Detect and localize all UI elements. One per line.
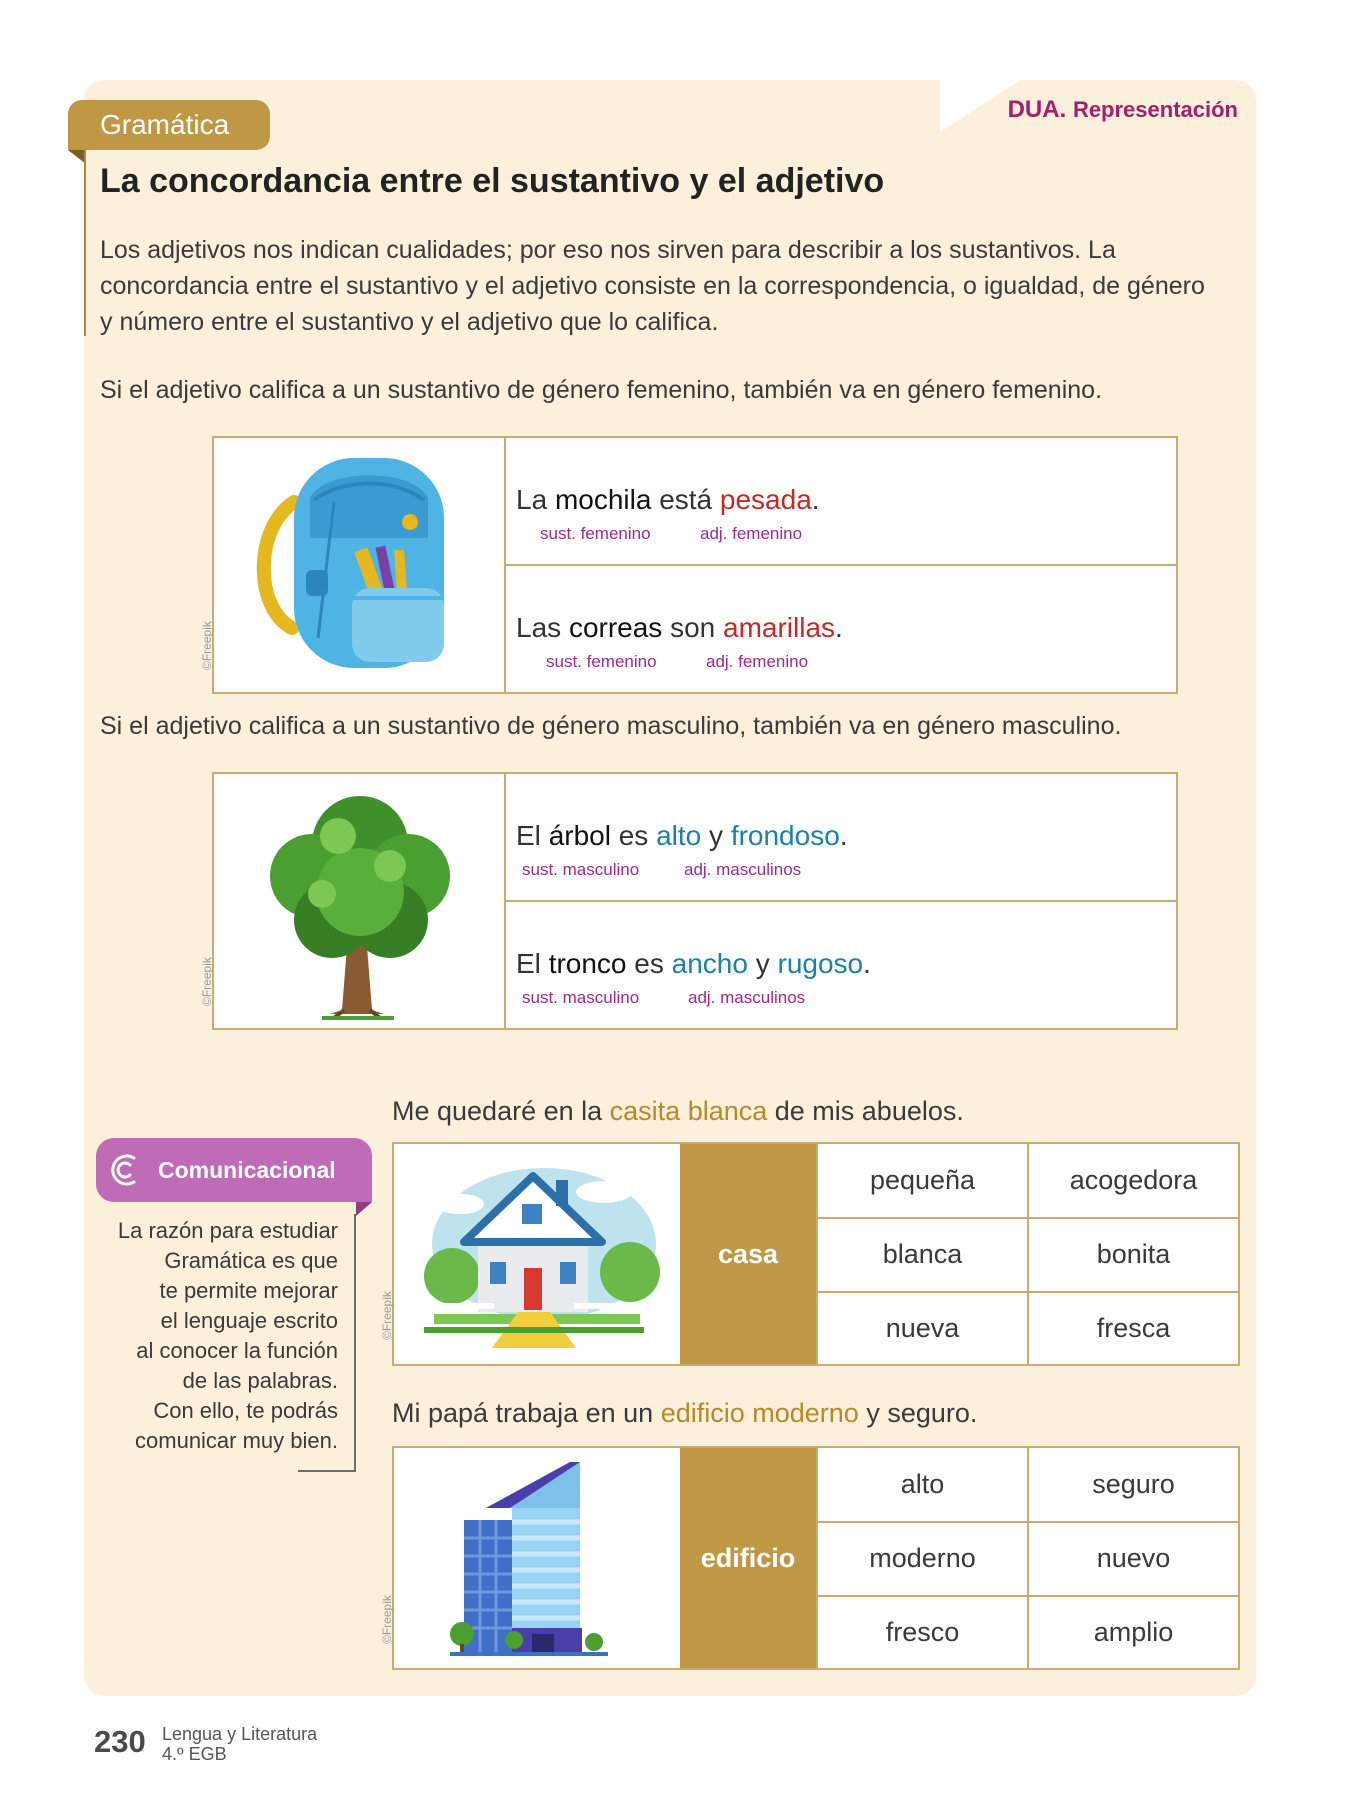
- example-sentence: El árbol es alto y frondoso.: [516, 820, 848, 851]
- tree-illustration: [214, 774, 506, 1028]
- adjective-cell: blanca: [816, 1217, 1027, 1290]
- example-sentence: La mochila está pesada.: [516, 484, 820, 515]
- adjective-cell: nueva: [816, 1291, 1027, 1364]
- adjective: rugoso: [777, 948, 864, 979]
- rule-masculine: Si el adjetivo califica a un sustantivo de género masculino, también va en género masculino.: [100, 712, 1122, 740]
- adjective-cell: acogedora: [1027, 1144, 1238, 1217]
- adjective: alto: [656, 820, 702, 851]
- book-grade: 4.º EGB: [162, 1744, 227, 1764]
- rule-feminine: Si el adjetivo califica a un sustantivo de género femenino, también va en género femenino.: [100, 376, 1103, 404]
- noun: correas: [568, 612, 663, 643]
- house-image-cell: [380, 1144, 680, 1364]
- image-credit: ©Freepik: [200, 621, 214, 670]
- example-row: [506, 438, 1176, 564]
- book-subject: Lengua y Literatura: [162, 1724, 318, 1744]
- adjective-label: adj. masculinos: [684, 860, 802, 879]
- adjective-cell: pequeña: [816, 1144, 1027, 1217]
- comunicacional-border: [354, 1214, 356, 1472]
- adjective: amarillas: [723, 612, 836, 643]
- feminine-example-table: [200, 436, 1178, 694]
- dua-label: DUA.: [1007, 96, 1067, 123]
- section-line: [84, 150, 86, 336]
- adjective: ancho: [671, 948, 748, 979]
- example-sentence: El tronco es ancho y rugoso.: [516, 948, 871, 979]
- noun-label: sust. femenino: [540, 524, 651, 543]
- backpack-illustration: [214, 438, 506, 692]
- noun-label: sust. masculino: [522, 860, 640, 879]
- example-row: [506, 774, 1176, 900]
- adjective-label: adj. femenino: [706, 652, 809, 671]
- comunicacional-text: La razón para estudiar Gramática es que te permite mejorar el lenguaje escrito al conocer la función de las palabras. Con ello, te podrás comunicar muy bien.: [117, 1218, 338, 1453]
- dua-type: Representación: [1072, 97, 1238, 122]
- building-illustration: [394, 1448, 680, 1668]
- section-tab: Gramática: [68, 100, 270, 150]
- adjective-cell: moderno: [816, 1521, 1027, 1594]
- adjective-label: adj. femenino: [700, 524, 803, 543]
- house-illustration: [394, 1144, 680, 1364]
- house-sentence: Me quedaré en la casita blanca de mis abuelos.: [392, 1096, 964, 1126]
- tree-image-cell: [200, 774, 506, 1028]
- adjective: frondoso: [730, 820, 840, 851]
- building-adjective-table: [380, 1446, 1240, 1670]
- adjective-cell: seguro: [1027, 1448, 1238, 1521]
- adjective-grid: [816, 1144, 1238, 1364]
- noun: árbol: [548, 820, 611, 851]
- noun-cell: casa: [680, 1144, 816, 1364]
- page-number: 230: [94, 1724, 146, 1759]
- image-credit: ©Freepik: [200, 957, 214, 1006]
- communication-icon: [104, 1150, 144, 1190]
- house-adjective-table: [380, 1142, 1240, 1366]
- adjective-cell: fresco: [816, 1595, 1027, 1668]
- comunicacional-underline: [298, 1470, 356, 1472]
- highlighted-phrase: edificio moderno: [660, 1398, 859, 1428]
- noun: mochila: [554, 484, 652, 515]
- image-credit: ©Freepik: [380, 1595, 394, 1644]
- dua-badge: [1008, 96, 1238, 124]
- noun-label: sust. masculino: [522, 988, 640, 1007]
- adjective-label: adj. masculinos: [688, 988, 806, 1007]
- noun: tronco: [548, 948, 627, 979]
- comunicacional-tab: [96, 1138, 372, 1202]
- adjective-cell: amplio: [1027, 1595, 1238, 1668]
- adjective-cell: bonita: [1027, 1217, 1238, 1290]
- building-sentence: Mi papá trabaja en un edificio moderno y seguro.: [392, 1398, 978, 1428]
- example-row: [506, 564, 1176, 692]
- example-row: [506, 900, 1176, 1028]
- page-title: La concordancia entre el sustantivo y el adjetivo: [100, 162, 885, 200]
- noun-cell: edificio: [680, 1448, 816, 1668]
- adjective-grid: [816, 1448, 1238, 1668]
- image-credit: ©Freepik: [380, 1291, 394, 1340]
- building-image-cell: [380, 1448, 680, 1668]
- masculine-example-table: [200, 772, 1178, 1030]
- intro-paragraph: Los adjetivos nos indican cualidades; por eso nos sirven para describir a los sustantivos. La concordancia entre el sustantivo y el adjetivo consiste en la correspondencia, o igualdad, de género y número entre el sustantivo y el adjetivo que lo califica.: [100, 236, 1205, 336]
- book-info: [162, 1724, 317, 1764]
- example-sentence: Las correas son amarillas.: [516, 612, 843, 643]
- comunicacional-title: Comunicacional: [158, 1157, 336, 1183]
- highlighted-phrase: casita blanca: [609, 1096, 768, 1126]
- noun-label: sust. femenino: [546, 652, 657, 671]
- adjective-cell: nuevo: [1027, 1521, 1238, 1594]
- backpack-image-cell: [200, 438, 506, 692]
- adjective-cell: fresca: [1027, 1291, 1238, 1364]
- adjective-cell: alto: [816, 1448, 1027, 1521]
- adjective: pesada: [719, 484, 812, 515]
